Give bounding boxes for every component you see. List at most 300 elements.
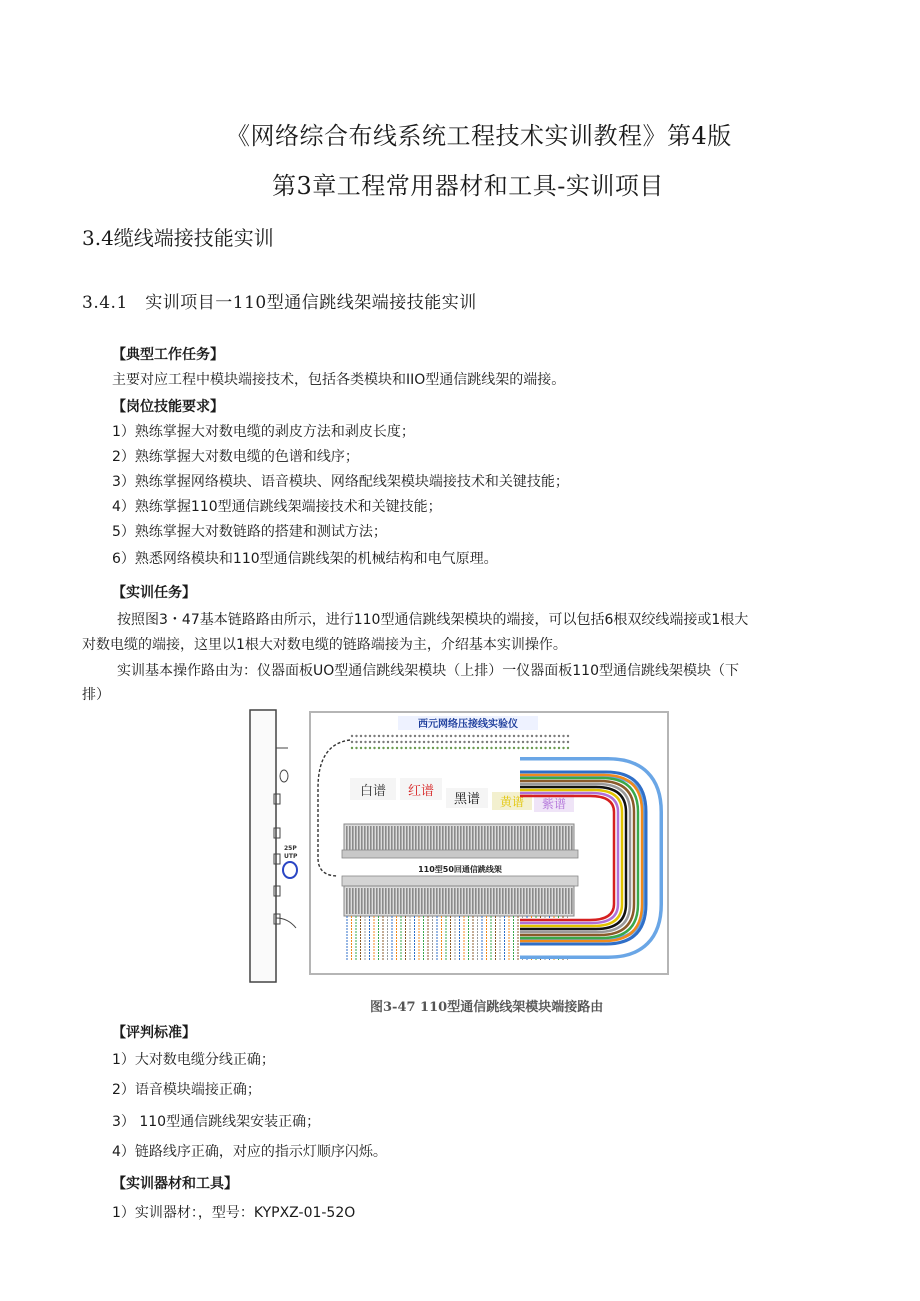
led-dot xyxy=(418,747,420,749)
color-label-red: 红谱 xyxy=(407,784,435,799)
frame-tooth xyxy=(385,888,387,914)
task-label: 【实训任务】 xyxy=(112,585,196,601)
led-dot xyxy=(364,741,366,743)
led-dot xyxy=(454,735,456,737)
led-dot xyxy=(405,741,407,743)
led-dot xyxy=(418,741,420,743)
led-dot xyxy=(391,735,393,737)
led-dot xyxy=(490,747,492,749)
led-dot xyxy=(351,735,353,737)
led-dot xyxy=(526,747,528,749)
frame-tooth xyxy=(403,888,405,914)
led-dot xyxy=(396,747,398,749)
led-dot xyxy=(472,735,474,737)
led-dot xyxy=(436,735,438,737)
led-dot xyxy=(405,747,407,749)
frame-tooth xyxy=(382,826,384,850)
frame-tooth xyxy=(409,888,411,914)
frame-tooth xyxy=(514,888,516,914)
panel-title: 西元网络压接线实验仪 xyxy=(418,719,518,730)
frame-tooth xyxy=(394,888,396,914)
typical-task-label: 【典型工作任务】 xyxy=(112,347,224,363)
frame-tooth xyxy=(541,888,543,914)
led-dot xyxy=(423,735,425,737)
frame-tooth xyxy=(442,888,444,914)
frame-tooth xyxy=(352,888,354,914)
frame-tooth xyxy=(511,888,513,914)
frame-tooth xyxy=(568,888,570,914)
led-dot xyxy=(445,741,447,743)
frame-tooth xyxy=(478,888,480,914)
led-dot xyxy=(423,747,425,749)
frame-tooth xyxy=(553,826,555,850)
equipment-label: 【实训器材和工具】 xyxy=(112,1176,238,1192)
led-dot xyxy=(504,747,506,749)
led-dot xyxy=(508,747,510,749)
skill-item: 5）熟练掌握大对数链路的搭建和测试方法； xyxy=(112,524,387,540)
frame-tooth xyxy=(427,826,429,850)
led-dot xyxy=(504,735,506,737)
frame-tooth xyxy=(433,888,435,914)
frame-tooth xyxy=(352,826,354,850)
led-dot xyxy=(378,735,380,737)
led-dot xyxy=(508,735,510,737)
frame-tooth xyxy=(373,826,375,850)
task-paragraph-1-line-1: 按照图3・47基本链路路由所示，进行110型通信跳线架模块的端接，可以包括6根双绞线端接或1根大 xyxy=(117,612,749,628)
led-dot xyxy=(558,747,560,749)
led-dot xyxy=(562,747,564,749)
frame-tooth xyxy=(526,826,528,850)
frame-tooth xyxy=(427,888,429,914)
led-dot xyxy=(472,741,474,743)
frame-tooth xyxy=(562,826,564,850)
frame-tooth xyxy=(475,826,477,850)
led-dot xyxy=(459,741,461,743)
frame-tooth xyxy=(394,826,396,850)
frame-tooth xyxy=(496,826,498,850)
frame-tooth xyxy=(409,826,411,850)
frame-tooth xyxy=(418,888,420,914)
led-dot xyxy=(558,735,560,737)
criteria-item: 4）链路线序正确，对应的指示灯顺序闪烁。 xyxy=(112,1144,387,1160)
led-dot xyxy=(436,747,438,749)
led-dot xyxy=(409,741,411,743)
led-dot xyxy=(472,747,474,749)
frame-tooth xyxy=(538,888,540,914)
frame-tooth xyxy=(505,888,507,914)
frame-tooth xyxy=(349,826,351,850)
frame-tooth xyxy=(511,826,513,850)
led-dot xyxy=(517,735,519,737)
led-dot xyxy=(535,735,537,737)
led-dot xyxy=(400,735,402,737)
frame-tooth xyxy=(445,888,447,914)
frame-tooth xyxy=(490,888,492,914)
criteria-item: 3） 110型通信跳线架安装正确； xyxy=(112,1114,321,1130)
led-dot xyxy=(427,741,429,743)
frame-tooth xyxy=(430,888,432,914)
frame-tooth xyxy=(562,888,564,914)
led-dot xyxy=(553,747,555,749)
frame-tooth xyxy=(568,826,570,850)
led-dot xyxy=(373,735,375,737)
led-dot xyxy=(535,747,537,749)
led-dot xyxy=(508,741,510,743)
frame-tooth xyxy=(553,888,555,914)
led-dot xyxy=(436,741,438,743)
frame-tooth xyxy=(469,888,471,914)
frame-tooth xyxy=(499,826,501,850)
frame-tooth xyxy=(571,888,573,914)
led-dot xyxy=(432,747,434,749)
frame-tooth xyxy=(481,888,483,914)
led-dot xyxy=(387,735,389,737)
led-dot xyxy=(396,741,398,743)
led-dot xyxy=(549,747,551,749)
frame-tooth xyxy=(463,826,465,850)
led-dot xyxy=(490,741,492,743)
led-dot xyxy=(427,747,429,749)
led-dot xyxy=(459,747,461,749)
frame-tooth xyxy=(355,826,357,850)
frame-tooth xyxy=(358,826,360,850)
led-dot xyxy=(499,735,501,737)
led-dot xyxy=(441,741,443,743)
frame-tooth xyxy=(439,826,441,850)
led-indicator-rows xyxy=(351,735,569,749)
frame-tooth xyxy=(445,826,447,850)
frame-tooth xyxy=(517,888,519,914)
led-dot xyxy=(544,735,546,737)
led-dot xyxy=(463,735,465,737)
frame-tooth xyxy=(508,888,510,914)
led-dot xyxy=(391,747,393,749)
led-dot xyxy=(513,741,515,743)
frame-tooth xyxy=(406,888,408,914)
led-dot xyxy=(400,747,402,749)
frame-tooth xyxy=(424,826,426,850)
led-dot xyxy=(409,747,411,749)
led-dot xyxy=(486,747,488,749)
frame-tooth xyxy=(364,826,366,850)
led-dot xyxy=(405,735,407,737)
panel-side-view xyxy=(250,710,298,982)
led-dot xyxy=(562,741,564,743)
frame-tooth xyxy=(373,888,375,914)
led-dot xyxy=(369,741,371,743)
criteria-item: 1）大对数电缆分线正确； xyxy=(112,1052,275,1068)
frame-tooth xyxy=(367,826,369,850)
led-dot xyxy=(387,741,389,743)
led-dot xyxy=(490,735,492,737)
frame-tooth xyxy=(412,888,414,914)
led-dot xyxy=(499,741,501,743)
frame-tooth xyxy=(361,826,363,850)
led-dot xyxy=(553,741,555,743)
led-dot xyxy=(549,741,551,743)
figure-110-routing-diagram xyxy=(248,708,672,986)
frame-tooth xyxy=(349,888,351,914)
frame-tooth xyxy=(472,826,474,850)
led-dot xyxy=(522,735,524,737)
led-dot xyxy=(441,747,443,749)
led-dot xyxy=(495,735,497,737)
frame-tooth xyxy=(520,826,522,850)
frame-tooth xyxy=(451,826,453,850)
led-dot xyxy=(513,747,515,749)
led-dot xyxy=(531,741,533,743)
frame-tooth xyxy=(514,826,516,850)
skill-item: 1）熟练掌握大对数电缆的剥皮方法和剥皮长度； xyxy=(112,424,415,440)
frame-tooth xyxy=(397,888,399,914)
frame-tooth xyxy=(406,826,408,850)
led-dot xyxy=(540,735,542,737)
led-dot xyxy=(562,735,564,737)
led-dot xyxy=(540,741,542,743)
led-dot xyxy=(526,741,528,743)
skill-item: 4）熟练掌握110型通信跳线架端接技术和关键技能； xyxy=(112,499,442,515)
led-dot xyxy=(369,735,371,737)
frame-tooth xyxy=(484,888,486,914)
skill-item: 2）熟练掌握大对数电缆的色谱和线序； xyxy=(112,449,359,465)
frame-tooth xyxy=(400,826,402,850)
led-dot xyxy=(450,735,452,737)
frame-tooth xyxy=(535,826,537,850)
frame-tooth xyxy=(355,888,357,914)
typical-task-text: 主要对应工程中模块端接技术，包括各类模块和IIO型通信跳线架的端接。 xyxy=(112,372,566,388)
frame-tooth xyxy=(544,888,546,914)
frame-tooth xyxy=(490,826,492,850)
frame-tooth xyxy=(430,826,432,850)
frame-tooth xyxy=(508,826,510,850)
frame-tooth xyxy=(418,826,420,850)
frame-tooth xyxy=(436,888,438,914)
led-dot xyxy=(355,747,357,749)
led-dot xyxy=(513,735,515,737)
frame-tooth xyxy=(544,826,546,850)
frame-tooth xyxy=(475,888,477,914)
frame-tooth xyxy=(346,826,348,850)
frame-tooth xyxy=(463,888,465,914)
led-dot xyxy=(459,735,461,737)
led-dot xyxy=(468,741,470,743)
led-dot xyxy=(414,747,416,749)
frame-tooth xyxy=(466,826,468,850)
led-dot xyxy=(535,741,537,743)
frame-tooth xyxy=(571,826,573,850)
frame-tooth xyxy=(448,888,450,914)
led-dot xyxy=(360,747,362,749)
led-dot xyxy=(373,741,375,743)
led-dot xyxy=(378,741,380,743)
frame-tooth xyxy=(529,826,531,850)
led-dot xyxy=(522,741,524,743)
led-dot xyxy=(481,747,483,749)
skill-item: 3）熟练掌握网络模块、语音模块、网络配线架模块端接技术和关键技能； xyxy=(112,474,569,490)
frame-tooth xyxy=(385,826,387,850)
led-dot xyxy=(391,741,393,743)
color-label-black: 黑谱 xyxy=(453,792,481,807)
frame-tooth xyxy=(361,888,363,914)
frame-tooth xyxy=(541,826,543,850)
led-dot xyxy=(360,741,362,743)
led-dot xyxy=(432,735,434,737)
led-dot xyxy=(517,747,519,749)
frame-tooth xyxy=(547,888,549,914)
led-dot xyxy=(531,747,533,749)
frame-tooth xyxy=(532,888,534,914)
frame-tooth xyxy=(382,888,384,914)
utp-loop-icon xyxy=(283,862,297,878)
led-dot xyxy=(427,735,429,737)
led-dot xyxy=(418,735,420,737)
frame-tooth xyxy=(502,826,504,850)
frame-tooth xyxy=(493,826,495,850)
criteria-item: 2）语音模块端接正确； xyxy=(112,1082,261,1098)
frame-tooth xyxy=(535,888,537,914)
led-dot xyxy=(387,747,389,749)
led-dot xyxy=(544,747,546,749)
led-dot xyxy=(355,741,357,743)
frame-tooth xyxy=(472,888,474,914)
frame-tooth xyxy=(499,888,501,914)
frame-tooth xyxy=(496,888,498,914)
led-dot xyxy=(553,735,555,737)
frame-tooth xyxy=(523,826,525,850)
frame-tooth xyxy=(526,888,528,914)
frame-tooth xyxy=(421,826,423,850)
frame-tooth xyxy=(439,888,441,914)
led-dot xyxy=(477,735,479,737)
frame-tooth xyxy=(379,826,381,850)
frame-tooth xyxy=(388,826,390,850)
frame-tooth xyxy=(442,826,444,850)
frame-tooth xyxy=(376,826,378,850)
frame-tooth xyxy=(424,888,426,914)
frame-tooth xyxy=(532,826,534,850)
led-dot xyxy=(450,741,452,743)
color-label-yellow: 黄谱 xyxy=(499,795,525,809)
utp-label-1: 25P xyxy=(284,845,297,852)
led-dot xyxy=(558,741,560,743)
led-dot xyxy=(477,747,479,749)
frame-tooth xyxy=(421,888,423,914)
led-dot xyxy=(382,735,384,737)
led-dot xyxy=(486,735,488,737)
frame-tooth xyxy=(451,888,453,914)
frame-tooth xyxy=(367,888,369,914)
frame-tooth xyxy=(559,826,561,850)
frame-tooth xyxy=(487,826,489,850)
led-dot xyxy=(396,735,398,737)
led-dot xyxy=(409,735,411,737)
frame-tooth xyxy=(346,888,348,914)
led-dot xyxy=(373,747,375,749)
led-dot xyxy=(445,735,447,737)
led-dot xyxy=(522,747,524,749)
color-label-purple: 紫谱 xyxy=(541,797,567,811)
criteria-label: 【评判标准】 xyxy=(112,1025,196,1041)
frame-tooth xyxy=(370,888,372,914)
frame-tooth xyxy=(484,826,486,850)
led-dot xyxy=(468,747,470,749)
led-dot xyxy=(540,747,542,749)
led-dot xyxy=(364,747,366,749)
frame-tooth xyxy=(478,826,480,850)
frame-tooth xyxy=(520,888,522,914)
led-dot xyxy=(567,735,569,737)
led-dot xyxy=(477,741,479,743)
frame-tooth xyxy=(565,888,567,914)
frame-tooth xyxy=(379,888,381,914)
frame-tooth xyxy=(457,826,459,850)
led-dot xyxy=(364,735,366,737)
frame-tooth xyxy=(358,888,360,914)
led-dot xyxy=(382,747,384,749)
equipment-item: 1）实训器材：，型号：KYPXZ-01-52O xyxy=(112,1205,356,1221)
frame-tooth xyxy=(448,826,450,850)
led-dot xyxy=(400,741,402,743)
doc-title-line-2: 第3章工程常用器材和工具-实训项目 xyxy=(272,172,664,200)
section-heading: 3.4缆线端接技能实训 xyxy=(82,226,274,250)
led-dot xyxy=(423,741,425,743)
led-dot xyxy=(445,747,447,749)
figure-caption: 图3-47 110型通信跳线架模块端接路由 xyxy=(370,1000,604,1015)
led-dot xyxy=(495,741,497,743)
panel-front-view xyxy=(310,712,668,974)
frame-tooth xyxy=(403,826,405,850)
frame-tooth xyxy=(556,826,558,850)
frame-tooth xyxy=(538,826,540,850)
led-dot xyxy=(382,741,384,743)
frame-tooth xyxy=(391,888,393,914)
frame-tooth xyxy=(469,826,471,850)
frame-tooth xyxy=(415,826,417,850)
frame-tooth xyxy=(388,888,390,914)
frame-tooth xyxy=(415,888,417,914)
frame-tooth xyxy=(370,826,372,850)
frame-label: 110型50回通信跳线架 xyxy=(418,865,502,874)
frame-tooth xyxy=(391,826,393,850)
frame-tooth xyxy=(565,826,567,850)
led-dot xyxy=(351,747,353,749)
led-dot xyxy=(432,741,434,743)
frame-tooth xyxy=(400,888,402,914)
frame-tooth xyxy=(397,826,399,850)
led-dot xyxy=(463,741,465,743)
led-dot xyxy=(544,741,546,743)
frame-tooth xyxy=(517,826,519,850)
led-dot xyxy=(351,741,353,743)
task-paragraph-2-line-1: 实训基本操作路由为：仪器面板UO型通信跳线架模块（上排）一仪器面板110型通信跳线架模块（下 xyxy=(117,663,739,679)
frame-tooth xyxy=(460,888,462,914)
frame-tooth xyxy=(454,826,456,850)
frame-tooth xyxy=(433,826,435,850)
frame-tooth xyxy=(529,888,531,914)
frame-tooth xyxy=(487,888,489,914)
frame-tooth xyxy=(523,888,525,914)
led-dot xyxy=(499,747,501,749)
led-dot xyxy=(369,747,371,749)
led-dot xyxy=(567,747,569,749)
led-dot xyxy=(450,747,452,749)
frame-tooth xyxy=(364,888,366,914)
led-dot xyxy=(481,735,483,737)
led-dot xyxy=(549,735,551,737)
task-paragraph-1-line-2: 对数电缆的端接，这里以1根大对数电缆的链路端接为主，介绍基本实训操作。 xyxy=(82,637,567,653)
led-dot xyxy=(481,741,483,743)
frame-tooth xyxy=(547,826,549,850)
